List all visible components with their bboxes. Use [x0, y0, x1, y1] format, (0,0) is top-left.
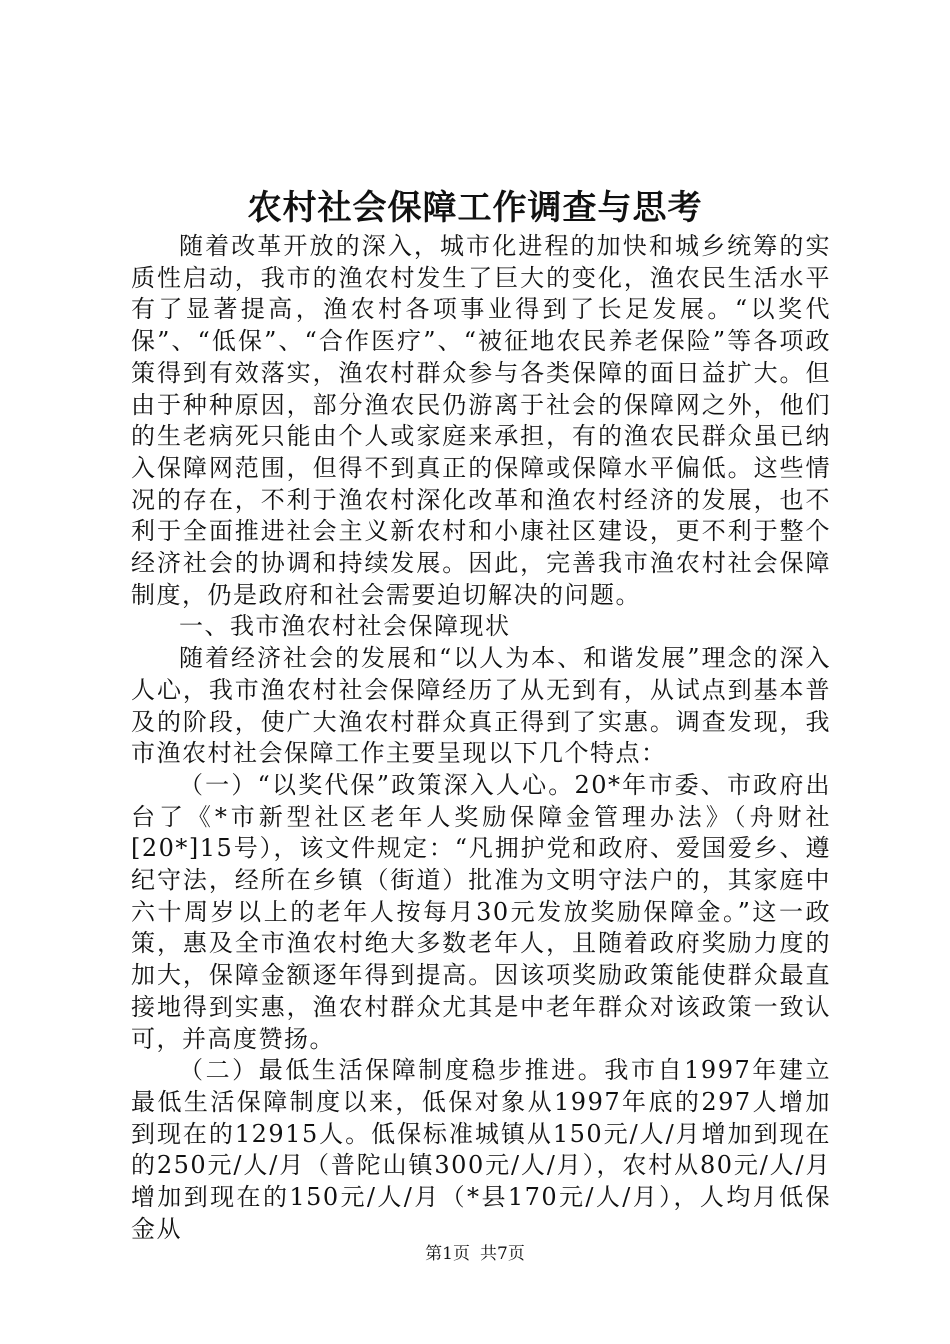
- document-body: [131, 231, 831, 1246]
- paragraph-item-one: （一）“以奖代保”政策深入人心。20*年市委、市政府出台了《*市新型社区老年人奖励保障金管理办法》（舟财社[20*]15号），该文件规定：“凡拥护党和政府、爱国爱乡、遵纪守法，经所在乡镇（街道）批准为文明守法户的，其家庭中六十周岁以上的老年人按每月30元发放奖励保障金。”这一政策，惠及全市渔农村绝大多数老年人，且随着政府奖励力度的加大，保障金额逐年得到提高。因该项奖励政策能使群众最直接地得到实惠，渔农村群众尤其是中老年群众对该政策一致认可，并高度赞扬。: [131, 770, 831, 1053]
- document-title: 农村社会保障工作调查与思考: [247, 188, 703, 228]
- section-heading: 一、我市渔农村社会保障现状: [179, 612, 511, 641]
- page-footer: [0, 1242, 950, 1266]
- paragraph-intro: 随着改革开放的深入，城市化进程的加快和城乡统筹的实质性启动，我市的渔农村发生了巨大的变化，渔农民生活水平有了显著提高，渔农村各项事业得到了长足发展。“以奖代保”、“低保”、“合作医疗”、“被征地农民养老保险”等各项政策得到有效落实，渔农村群众参与各类保障的面日益扩大。但由于种种原因，部分渔农民仍游离于社会的保障网之外，他们的生老病死只能由个人或家庭来承担，有的渔农民群众虽已纳入保障网范围，但得不到真正的保障或保障水平偏低。这些情况的存在，不利于渔农村深化改革和渔农村经济的发展，也不利于全面推进社会主义新农村和小康社区建设，更不利于整个经济社会的协调和持续发展。因此，完善我市渔农村社会保障制度，仍是政府和社会需要迫切解决的问题。: [131, 232, 831, 609]
- paragraph-item-two: （二）最低生活保障制度稳步推进。我市自1997年建立最低生活保障制度以来，低保对象从1997年底的297人增加到现在的12915人。低保标准城镇从150元/人/月增加到现在的250元/人/月（普陀山镇300元/人/月），农村从80元/人/月增加到现在的150元/人/月（*县170元/人/月），人均月低保金从: [131, 1056, 831, 1243]
- page-total: 共7页: [480, 1244, 525, 1264]
- paragraph-status: 随着经济社会的发展和“以人为本、和谐发展”理念的深入人心，我市渔农村社会保障经历了从无到有，从试点到基本普及的阶段，使广大渔农村群众真正得到了实惠。调查发现，我市渔农村社会保障工作主要呈现以下几个特点：: [131, 644, 831, 768]
- page-number: 第1页: [425, 1244, 470, 1264]
